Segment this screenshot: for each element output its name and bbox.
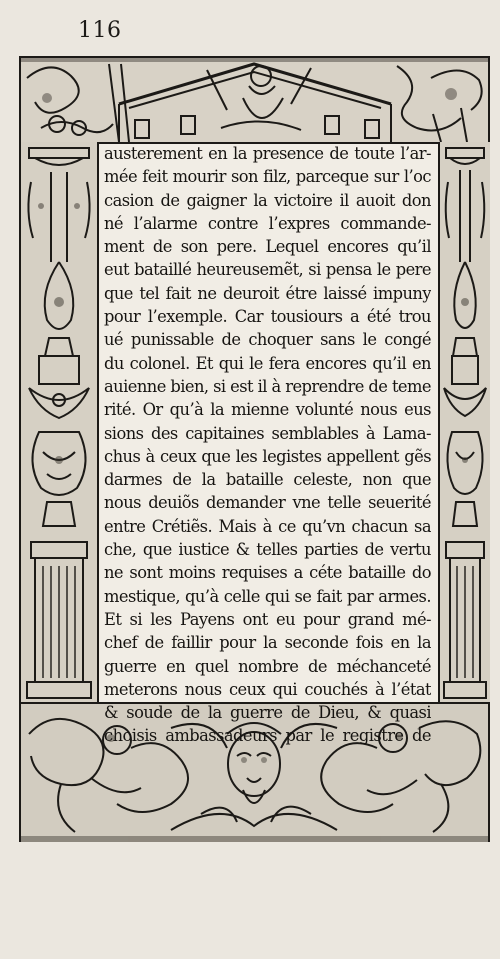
text-line: entre Crétiẽs. Mais à ce qu’vn chacun sa	[104, 516, 431, 536]
text-line: guerre en quel nombre de méchanceté	[104, 656, 431, 676]
column-vase-icon	[440, 142, 490, 702]
text-line: che, que iustice & telles parties de vertu	[104, 540, 431, 560]
text-line: sions des capitaines semblables à Lama-	[104, 423, 431, 443]
text-line: ne sont moins requises a céte bataille do	[104, 563, 431, 583]
text-line: nous deuiõs demander vne telle seuerité	[104, 493, 431, 513]
right-column-ornament	[438, 142, 490, 702]
text-line: mestique, qu’à celle qui se fait par armes.	[104, 586, 431, 606]
page-number: 116	[78, 18, 122, 43]
text-line: meterons nous ceux qui couchés à l’état	[104, 679, 431, 699]
text-line: darmes de la bataille celeste, non que	[104, 470, 431, 490]
pediment-figure-icon	[21, 58, 488, 142]
text-line: austerement en la presence de toute l’ar-	[104, 144, 431, 163]
text-line: du colonel. Et qui le fera encores qu’il en	[104, 353, 431, 373]
text-line: casion de gaigner la victoire il auoit don	[104, 190, 431, 210]
left-column-ornament	[21, 142, 99, 702]
text-line: chus à ceux que les legistes appellent gẽs	[104, 446, 431, 466]
text-line: & soude de la guerre de Dieu, & quasi	[104, 703, 431, 723]
column-vase-icon	[21, 142, 97, 702]
text-line: mée feit mourir son filz, parceque sur l’oc	[104, 167, 431, 187]
text-line: choisis ambassadeurs par le registre de	[104, 726, 431, 746]
text-line: que tel fait ne deuroit étre laissé impuny	[104, 283, 431, 303]
text-line: pour l’exemple. Car tousiours a été trou	[104, 307, 431, 327]
text-line: chef de faillir pour la seconde fois en la	[104, 633, 431, 653]
text-line: rité. Or qu’à la mienne volunté nous eus	[104, 400, 431, 420]
text-line: ué punissable de choquer sans le congé	[104, 330, 431, 350]
text-line: né l’alarme contre l’expres commande-	[104, 213, 431, 233]
text-line: eut bataillé heureusemẽt, si pensa le pere	[104, 260, 431, 280]
text-line: auienne bien, si est il à reprendre de teme	[104, 376, 431, 396]
text-line: ment de son pere. Lequel encores qu’il	[104, 237, 431, 257]
body-text	[104, 142, 431, 746]
text-line: Et si les Payens ont eu pour grand mé-	[104, 609, 431, 629]
head-ornament	[21, 58, 488, 144]
